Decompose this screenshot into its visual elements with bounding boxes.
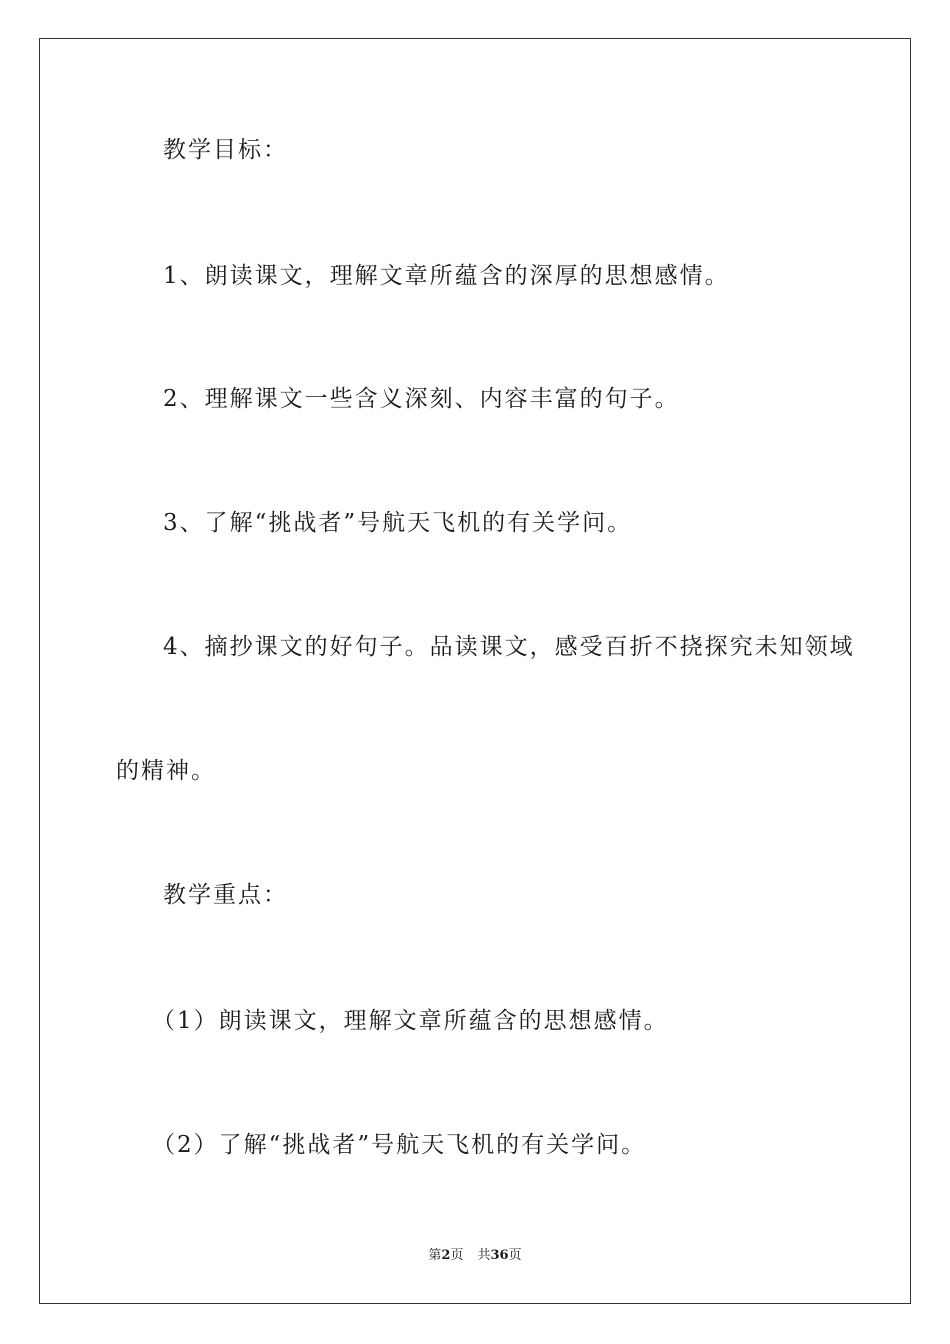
footer-total-pages: 36 <box>490 1248 509 1263</box>
goal-item-4: 4、摘抄课文的好句子。品读课文，感受百折不挠探究未知领域 <box>163 634 855 660</box>
footer-page-suffix: 页 <box>450 1248 464 1263</box>
goal-item-2: 2、理解课文一些含义深刻、内容丰富的句子。 <box>163 386 680 412</box>
footer-prefix: 第 <box>428 1248 442 1263</box>
page-frame <box>39 38 911 1304</box>
footer-page-number: 2 <box>441 1248 451 1263</box>
goal-item-4-continued: 的精神。 <box>116 758 216 784</box>
focus-item-1: （1）朗读课文，理解文章所蕴含的思想感情。 <box>152 1008 669 1034</box>
page-number-footer <box>0 1247 950 1265</box>
goal-item-1: 1、朗读课文，理解文章所蕴含的深厚的思想感情。 <box>163 263 730 289</box>
goal-item-3: 3、了解“挑战者”号航天飞机的有关学问。 <box>163 510 633 536</box>
footer-total-prefix: 共 <box>477 1248 491 1263</box>
heading-teaching-goals: 教学目标： <box>163 137 288 163</box>
footer-total-suffix: 页 <box>508 1248 522 1263</box>
heading-teaching-focus: 教学重点： <box>163 882 288 908</box>
focus-item-2: （2）了解“挑战者”号航天飞机的有关学问。 <box>152 1132 647 1158</box>
